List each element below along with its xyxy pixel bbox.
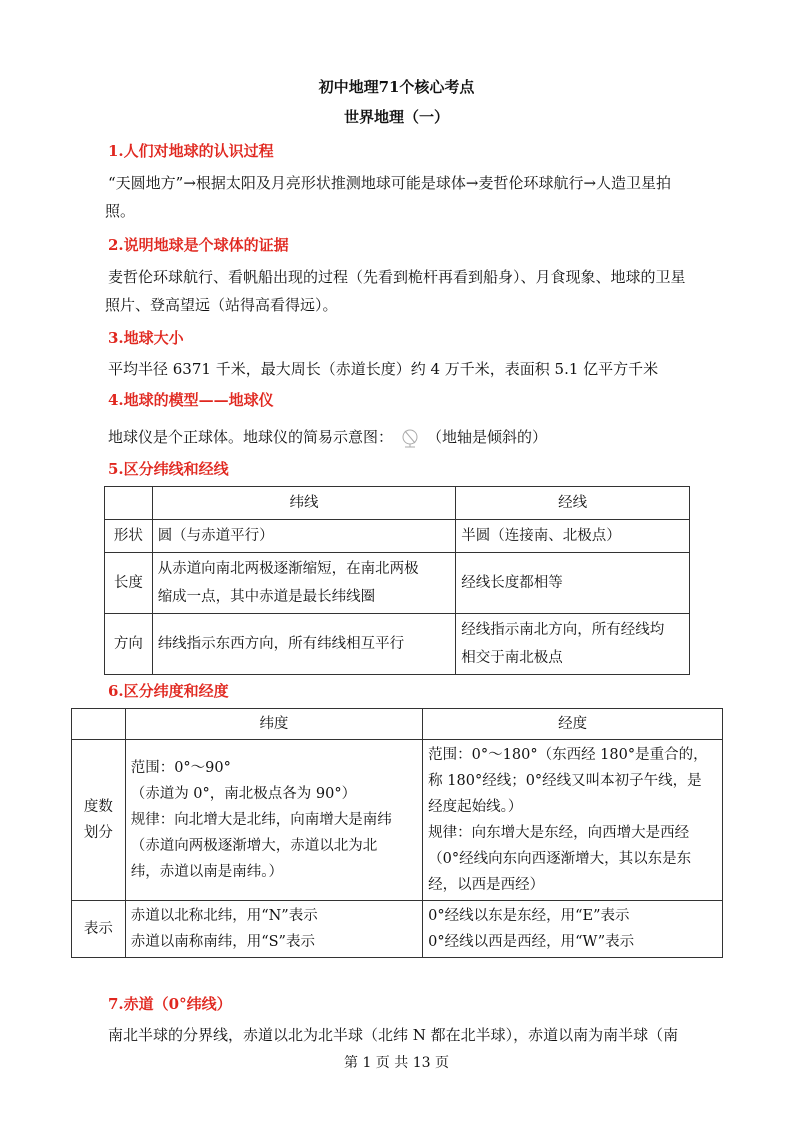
row-label (72, 740, 126, 901)
table-cell (456, 614, 690, 675)
table-cell (125, 740, 422, 901)
table-header-row (72, 709, 723, 740)
table-row (72, 740, 723, 901)
cell-line: （赤道向两极逐渐增大，赤道以北为北 (130, 838, 378, 854)
row-label: 方向 (105, 614, 153, 675)
cell-line: 经线指示南北方向，所有经线均 (461, 622, 665, 638)
table-row (105, 553, 690, 614)
cell-line: （赤道为 0°，南北极点各为 90°） (130, 786, 357, 802)
cell-line: 赤道以南称南纬，用“S”表示 (130, 934, 315, 950)
section-4-heading: 4.地球的模型——地球仪 (108, 391, 274, 409)
section-1-text-line1: “天圆地方”→根据太阳及月亮形状推测地球可能是球体→麦哲伦环球航行→人造卫星拍 (108, 174, 672, 192)
section-1-text-line2: 照。 (105, 202, 136, 220)
table-cell: 经线长度都相等 (456, 553, 690, 614)
table-cell (152, 553, 456, 614)
section-7-heading: 7.赤道（0°纬线） (108, 995, 232, 1013)
cell-line: 范围：0°～180°（东西经 180°是重合的， (428, 747, 708, 763)
cell-line: 缩成一点，其中赤道是最长纬线圈 (157, 589, 376, 605)
cell-line: 赤道以北称北纬，用“N”表示 (130, 908, 318, 924)
section-6-heading: 6.区分纬度和经度 (108, 682, 229, 700)
cell-line: 经，以西是西经） (428, 877, 545, 893)
cell-line: 称 180°经线；0°经线又叫本初子午线，是 (428, 773, 702, 789)
cell-line: 从赤道向南北两极逐渐缩短，在南北两极 (157, 561, 419, 577)
cell-line: 规律：向东增大是东经，向西增大是西经 (428, 825, 690, 841)
table-header-cell: 经线 (456, 487, 690, 520)
table-header-cell: 纬度 (125, 709, 422, 740)
section-4-text (108, 426, 547, 449)
table-header-cell: 经度 (423, 709, 723, 740)
cell-line: 范围：0°～90° (130, 760, 231, 776)
table-header-cell (105, 487, 153, 520)
table-header-cell (72, 709, 126, 740)
table-cell: 半圆（连接南、北极点） (456, 520, 690, 553)
section-1-heading: 1.人们对地球的认识过程 (108, 142, 274, 160)
row-label-line: 度数 (83, 799, 113, 815)
row-label: 表示 (72, 901, 126, 958)
row-label: 长度 (105, 553, 153, 614)
table-header-row (105, 487, 690, 520)
section-4-text-after: （地轴是倾斜的） (427, 428, 548, 446)
globe-icon (399, 427, 421, 449)
cell-line: 规律：向北增大是北纬，向南增大是南纬 (130, 812, 392, 828)
section-7-text: 南北半球的分界线，赤道以北为北半球（北纬 N 都在北半球），赤道以南为南半球（南 (108, 1026, 679, 1044)
section-2-text-line2: 照片、登高望远（站得高看得远）。 (105, 296, 338, 314)
page-subtitle: 世界地理（一） (343, 108, 449, 126)
section-2-heading: 2.说明地球是个球体的证据 (108, 236, 289, 254)
section-3-heading: 3.地球大小 (108, 329, 184, 347)
table-row (105, 614, 690, 675)
cell-line: 相交于南北极点 (461, 650, 563, 666)
cell-line: （0°经线向东向西逐渐增大，其以东是东 (428, 851, 692, 867)
page-title: 初中地理71个核心考点 (318, 78, 475, 96)
section-3-text: 平均半径 6371 千米，最大周长（赤道长度）约 4 万千米，表面积 5.1 亿平方千米 (108, 360, 659, 378)
table-cell: 圆（与赤道平行） (152, 520, 456, 553)
cell-line: 纬，赤道以南是南纬。） (130, 864, 283, 880)
latitude-longitude-lines-table (104, 486, 690, 675)
table-cell (423, 901, 723, 958)
row-label: 形状 (105, 520, 153, 553)
table-row (72, 901, 723, 958)
cell-line: 0°经线以西是西经，用“W”表示 (428, 934, 635, 950)
table-cell (423, 740, 723, 901)
table-cell (125, 901, 422, 958)
row-label-line: 划分 (83, 825, 113, 841)
cell-line: 0°经线以东是东经，用“E”表示 (428, 908, 630, 924)
section-4-text-before: 地球仪是个正球体。地球仪的简易示意图： (108, 428, 394, 446)
cell-line: 经度起始线。） (428, 799, 523, 815)
page-footer: 第 1 页 共 13 页 (344, 1055, 449, 1071)
latitude-longitude-degrees-table (71, 708, 723, 958)
table-header-cell: 纬线 (152, 487, 456, 520)
table-row (105, 520, 690, 553)
section-2-text-line1: 麦哲伦环球航行、看帆船出现的过程（先看到桅杆再看到船身）、月食现象、地球的卫星 (108, 268, 686, 286)
table-cell: 纬线指示东西方向，所有纬线相互平行 (152, 614, 456, 675)
section-5-heading: 5.区分纬线和经线 (108, 460, 229, 478)
